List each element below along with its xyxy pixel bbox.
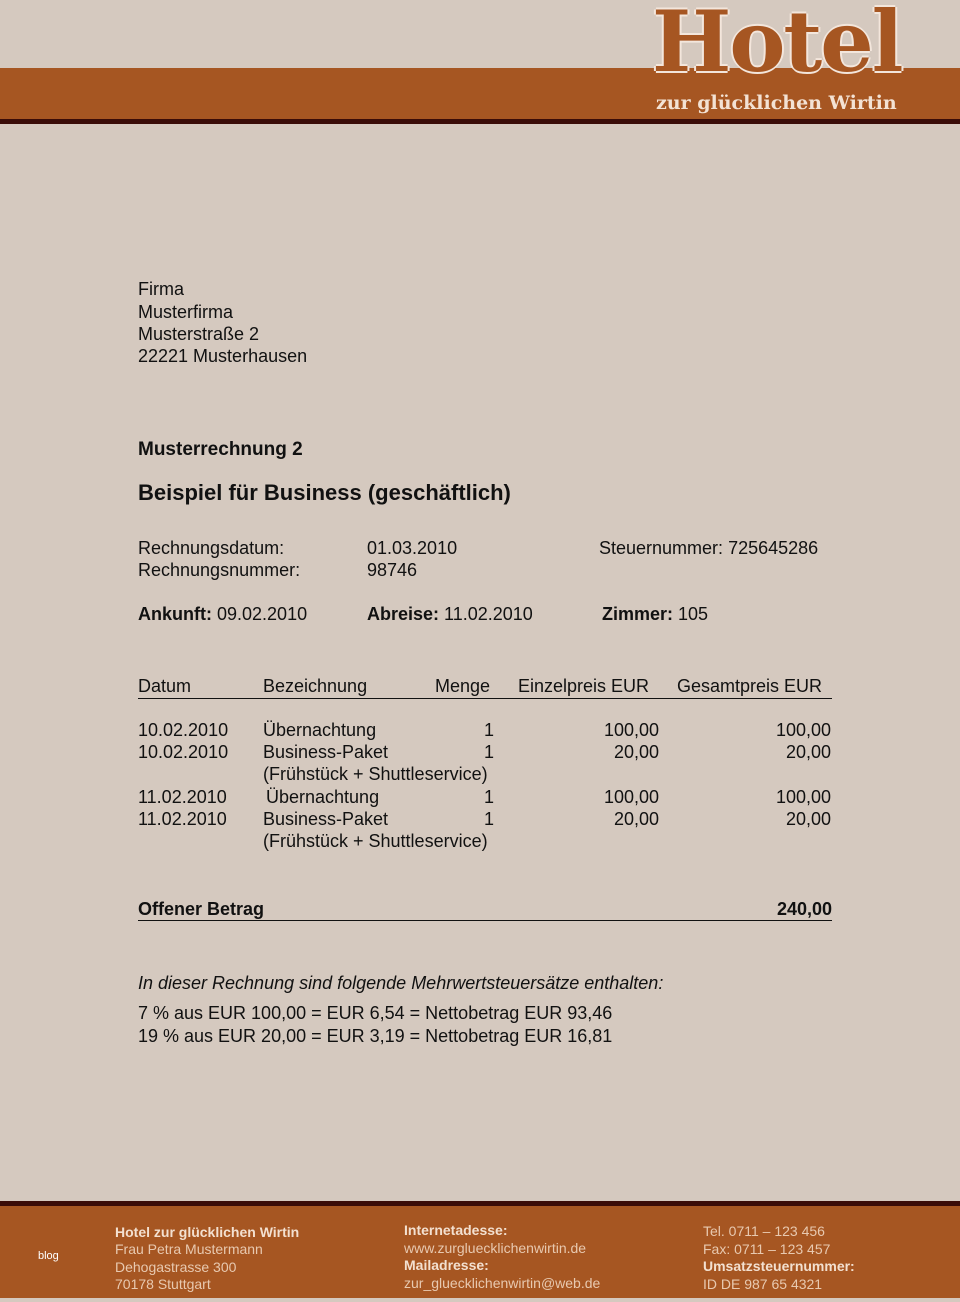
tax-value: 725645286: [728, 538, 819, 558]
departure-label: Abreise:: [367, 604, 440, 624]
column-header: Menge: [435, 676, 491, 696]
column-header: Gesamtpreis EUR: [677, 676, 823, 696]
cell-qty: 1: [484, 742, 495, 762]
vat-line: 19 % aus EUR 20,00 = EUR 3,19 = Nettobetrag EUR 16,81: [138, 1026, 613, 1046]
column-header: Bezeichnung: [263, 676, 368, 696]
cell-qty: 1: [484, 809, 495, 829]
vat-intro: In dieser Rechnung sind folgende Mehrwertsteuersätze enthalten:: [138, 973, 664, 993]
open-amount-value: 240,00: [776, 899, 832, 919]
invoice-title: Musterrechnung 2: [138, 439, 303, 460]
vat-line: 7 % aus EUR 100,00 = EUR 6,54 = Nettobetrag EUR 93,46: [138, 1003, 613, 1023]
room-value: 105: [678, 604, 709, 624]
footer-phone: Tel. 0711 – 123 456: [703, 1223, 825, 1239]
footer-vat-id: ID DE 987 65 4321: [703, 1276, 823, 1292]
arrival-label: Ankunft:: [138, 604, 212, 624]
cell-desc: Übernachtung: [263, 720, 377, 740]
footer-street: Dehogastrasse 300: [115, 1259, 237, 1275]
invoice-subtitle: Beispiel für Business (geschäftlich): [138, 480, 511, 505]
blog-link[interactable]: blog: [38, 1250, 59, 1262]
footer-contact: Frau Petra Mustermann: [115, 1241, 263, 1257]
tax-label: Steuernummer:: [599, 538, 724, 558]
footer-city: 70178 Stuttgart: [115, 1276, 211, 1292]
cell-unit: 20,00: [613, 742, 659, 762]
cell-note: (Frühstück + Shuttleservice): [263, 831, 488, 851]
cell-total: 100,00: [775, 720, 831, 740]
cell-total: 20,00: [785, 742, 831, 762]
open-amount-label: Offener Betrag: [138, 899, 265, 919]
cell-total: 100,00: [775, 787, 831, 807]
recipient-line: Musterfirma: [138, 302, 234, 322]
footer-web-label: Internetadesse:: [404, 1222, 508, 1238]
number-value: 98746: [367, 560, 418, 580]
cell-date: 10.02.2010: [138, 742, 229, 762]
cell-desc: Business-Paket: [263, 809, 389, 829]
cell-date: 11.02.2010: [138, 809, 227, 829]
cell-desc: Übernachtung: [266, 787, 380, 807]
footer-fax: Fax: 0711 – 123 457: [703, 1241, 831, 1257]
cell-unit: 100,00: [603, 787, 659, 807]
footer-mail-label: Mailadresse:: [404, 1257, 489, 1273]
logo-title: Hotel: [652, 0, 902, 91]
recipient-line: Firma: [138, 279, 184, 299]
footer-vat-label: Umsatzsteuernummer:: [703, 1258, 855, 1274]
cell-note: (Frühstück + Shuttleservice): [263, 764, 488, 784]
cell-unit: 100,00: [603, 720, 659, 740]
room-label: Zimmer:: [602, 604, 674, 624]
departure-value: 11.02.2010: [444, 604, 533, 624]
date-value: 01.03.2010: [367, 538, 458, 558]
footer-hotel-name: Hotel zur glücklichen Wirtin: [115, 1224, 300, 1240]
arrival-value: 09.02.2010: [217, 604, 308, 624]
cell-qty: 1: [484, 787, 495, 807]
footer: [0, 1206, 960, 1298]
cell-date: 10.02.2010: [138, 720, 229, 740]
footer-web-link[interactable]: www.zurgluecklichenwirtin.de: [404, 1240, 587, 1256]
cell-desc: Business-Paket: [263, 742, 389, 762]
logo-subtitle: zur glücklichen Wirtin: [656, 92, 897, 114]
footer-mail-link[interactable]: zur_gluecklichenwirtin@web.de: [404, 1275, 601, 1291]
number-label: Rechnungsnummer:: [138, 560, 301, 580]
recipient-line: Musterstraße 2: [138, 324, 260, 344]
cell-unit: 20,00: [613, 809, 659, 829]
header-divider: [0, 119, 960, 124]
column-header: Einzelpreis EUR: [518, 676, 650, 696]
cell-date: 11.02.2010: [138, 787, 227, 807]
cell-qty: 1: [484, 720, 495, 740]
recipient-line: 22221 Musterhausen: [138, 346, 308, 366]
date-label: Rechnungsdatum:: [138, 538, 285, 558]
cell-total: 20,00: [785, 809, 831, 829]
column-header: Datum: [138, 676, 192, 696]
